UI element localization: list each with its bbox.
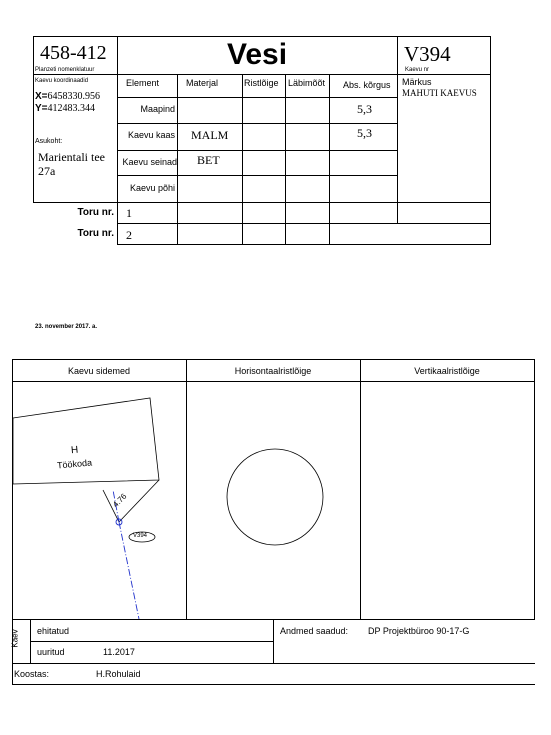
building-name: Töökoda — [56, 457, 93, 471]
row-height: 5,3 — [357, 102, 372, 116]
y-label: Y= — [35, 103, 48, 114]
header-abs-height: Abs. kõrgus — [343, 80, 391, 90]
pipe-number: 2 — [126, 228, 132, 242]
sheet-caption: Planzeti nomenklatuur — [35, 67, 95, 73]
x-coordinate — [35, 91, 100, 102]
row-element: Maapind — [140, 104, 175, 114]
row-material: BET — [197, 153, 220, 167]
header-cross-section: Ristlõige — [244, 78, 279, 88]
compiled-value: H.Rohulaid — [96, 669, 141, 679]
row-material: MALM — [191, 128, 229, 142]
location-line2: 27a — [38, 164, 56, 178]
header-diameter: Läbimõõt — [288, 78, 326, 88]
y-coordinate — [35, 103, 95, 114]
pipe-label: Toru nr. — [77, 228, 114, 239]
building-letter: H — [70, 444, 79, 457]
section-vertical: Vertikaalristlõige — [414, 366, 480, 376]
document-date: 23. november 2017. a. — [35, 324, 98, 330]
footer-side-label: Kaev — [10, 629, 20, 648]
header-note: Märkus — [402, 77, 432, 87]
building-outline — [13, 398, 159, 484]
horizontal-section-drawing — [187, 382, 360, 619]
section-links: Kaevu sidemed — [67, 366, 131, 376]
x-label: X= — [35, 91, 48, 102]
compiled-label: Koostas: — [14, 669, 50, 679]
row-element: Kaevu kaas — [127, 130, 175, 140]
row-element: Kaevu põhi — [129, 183, 175, 193]
distance-label: 4.76 — [111, 491, 129, 510]
note-value: MAHUTI KAEVUS — [402, 88, 477, 98]
well-circle — [227, 449, 323, 545]
source-value: DP Projektbüroo 90-17-G — [368, 626, 470, 636]
surveyed-label: uuritud — [37, 647, 65, 657]
surveyed-value: 11.2017 — [103, 647, 135, 657]
location-caption: Asukoht: — [35, 138, 63, 145]
section-horizontal: Horisontaalristlõige — [234, 366, 312, 376]
coords-caption: Kaevu koordinaadid — [35, 78, 89, 84]
source-label: Andmed saadud: — [280, 626, 349, 636]
row-element: Kaevu seinad — [122, 157, 177, 167]
row-height: 5,3 — [357, 126, 372, 140]
pipe-number: 1 — [126, 206, 132, 220]
well-links-sketch — [13, 382, 186, 619]
page-title: Vesi — [226, 38, 288, 71]
header-material: Materjal — [186, 78, 219, 88]
header-element: Element — [126, 78, 160, 88]
well-caption: Kaevu nr — [405, 67, 430, 73]
pipe-label: Toru nr. — [77, 207, 114, 218]
sheet-number: 458-412 — [40, 42, 107, 64]
well-id: V394 — [404, 42, 451, 66]
built-label: ehitatud — [37, 626, 70, 636]
location-line1: Marientali tee — [38, 150, 105, 164]
x-value: 6458330.956 — [47, 91, 101, 102]
well-tag: V394 — [133, 533, 148, 539]
y-value: 412483.344 — [47, 103, 96, 114]
